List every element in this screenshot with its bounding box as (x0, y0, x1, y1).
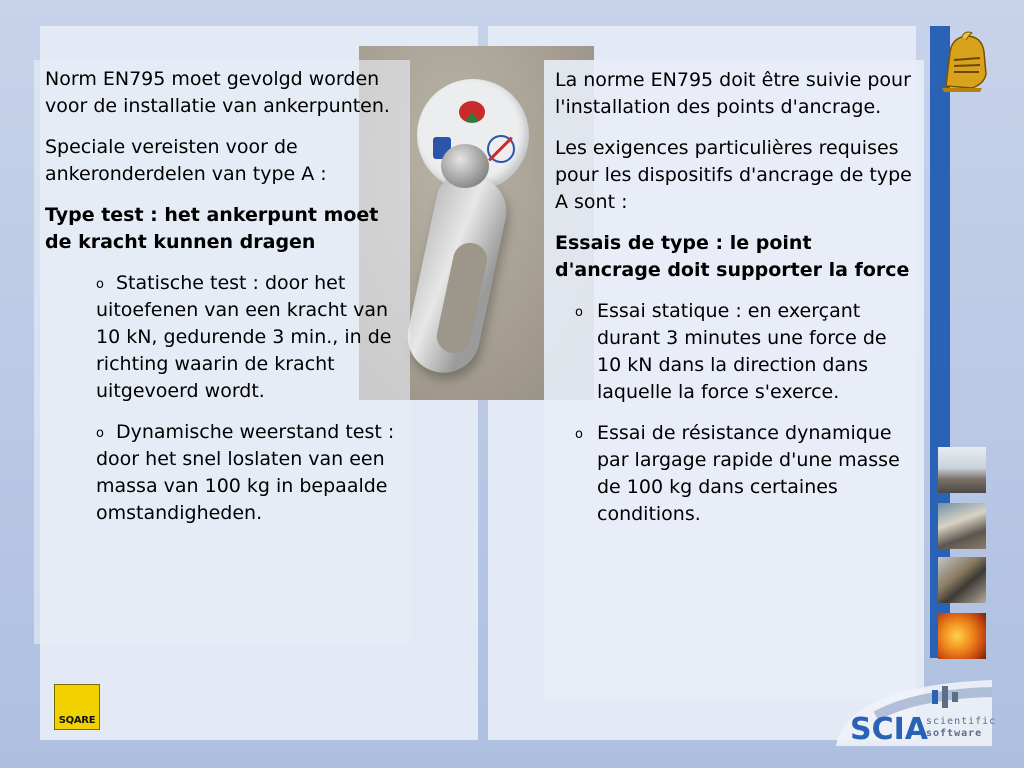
dutch-requirements: Speciale vereisten voor de ankeronderdelen van type A : (45, 136, 327, 185)
dutch-bullet-static-text: Statische test : door het uitoefenen van een kracht van 10 kN, gedurende 3 min., in de richting waarin de kracht uitgevoerd wordt. (96, 272, 392, 402)
molten-metal-photo-thumbnail (938, 613, 986, 659)
french-bullet-static (555, 298, 915, 406)
prohibition-icon (487, 135, 515, 163)
dutch-heading: Type test : het ankerpunt moet de kracht kunnen dragen (45, 204, 379, 253)
french-bullet-dynamic-text: Essai de résistance dynamique par largage rapide d'une masse de 100 kg dans certaines conditions. (597, 422, 900, 525)
dutch-text (45, 66, 400, 541)
knight-helmet-icon (932, 30, 992, 92)
anchor-bolt (441, 144, 489, 188)
steel-structure-photo-thumbnail (938, 557, 986, 603)
dutch-bullet-dynamic-text: Dynamische weerstand test : door het snel loslaten van een massa van 100 kg in bepaalde omstandigheden. (96, 421, 395, 524)
french-bullet-dynamic (555, 420, 915, 528)
dutch-bullet-static (45, 270, 400, 405)
french-requirements: Les exigences particulières requises pour les dispositifs d'ancrage de type A sont : (555, 137, 912, 213)
scia-tagline-line-2: software (926, 728, 983, 739)
french-heading: Essais de type : le point d'ancrage doit supporter la force (555, 232, 910, 281)
dutch-bullet-dynamic (45, 419, 400, 527)
french-bullet-static-text: Essai statique : en exerçant durant 3 minutes une force de 10 kN dans la direction dans laquelle la force s'exerce. (597, 300, 887, 403)
scia-logo-text: SCIA (850, 712, 929, 747)
sqare-logo (54, 684, 100, 730)
construction-photo-thumbnail (938, 503, 986, 549)
bullet-mark: o (96, 426, 104, 441)
bullet-mark: o (575, 305, 583, 320)
dutch-intro: Norm EN795 moet gevolgd worden voor de installatie van ankerpunten. (45, 68, 390, 117)
bullet-mark: o (575, 427, 583, 442)
scia-tagline-line-1: scientific (926, 716, 997, 727)
scia-tagline (926, 716, 996, 740)
red-logo-icon (459, 101, 485, 123)
french-intro: La norme EN795 doit être suivie pour l'installation des points d'ancrage. (555, 69, 911, 118)
french-text (555, 67, 915, 542)
sqare-logo-text: SQARE (58, 715, 96, 726)
building-photo-thumbnail (938, 447, 986, 493)
bullet-mark: o (96, 277, 104, 292)
